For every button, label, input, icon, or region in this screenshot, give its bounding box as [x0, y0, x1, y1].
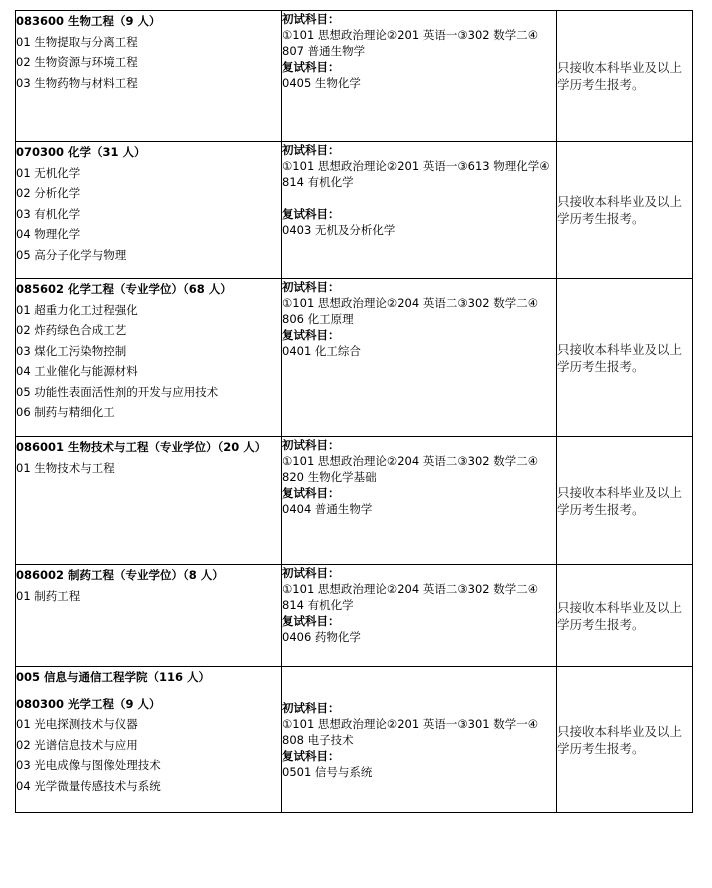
retest-subject: 0406 药物化学: [282, 630, 361, 644]
note-cell: [557, 142, 693, 279]
exam-cell: [282, 279, 557, 437]
direction-item: 02 分析化学: [16, 186, 81, 200]
major-cell: [16, 279, 282, 437]
direction-item: 01 生物技术与工程: [16, 460, 115, 475]
eligibility-note: 只接收本科毕业及以上学历考生报考。: [557, 723, 683, 756]
note-cell: [557, 11, 693, 142]
eligibility-note: 只接收本科毕业及以上学历考生报考。: [557, 194, 683, 226]
exam-subjects: ①101 思想政治理论②201 英语一③613 物理化学④: [282, 159, 550, 173]
direction-item: 04 物理化学: [16, 227, 81, 241]
major-cell: [16, 667, 282, 813]
admissions-table: [15, 10, 693, 813]
retest-label: 复试科目：: [282, 328, 340, 342]
major-code: 085602 化学工程（专业学位）（68 人）: [16, 282, 232, 296]
note-cell: [557, 437, 693, 565]
note-cell: [557, 565, 693, 667]
exam-subjects: ①101 思想政治理论②204 英语二③302 数学二④: [282, 454, 539, 468]
eligibility-note: 只接收本科毕业及以上学历考生报考。: [557, 599, 683, 632]
direction-item: 01 超重力化工过程强化: [16, 302, 138, 317]
note-cell: [557, 667, 693, 813]
exam-cell: [282, 437, 557, 565]
direction-item: 01 生物提取与分离工程: [16, 34, 138, 49]
direction-item: 03 生物药物与材料工程: [16, 75, 138, 90]
exam-label: 初试科目：: [282, 700, 340, 715]
retest-subject: 0405 生物化学: [282, 76, 361, 90]
major-cell: [16, 565, 282, 667]
direction-item: 03 有机化学: [16, 206, 81, 221]
direction-item: 05 功能性表面活性剂的开发与应用技术: [16, 384, 219, 399]
direction-item: 01 无机化学: [16, 165, 81, 180]
exam-label: 初试科目：: [282, 280, 340, 294]
retest-label: 复试科目：: [282, 207, 340, 221]
exam-subjects-cont: 814 有机化学: [282, 598, 354, 612]
table-row: [16, 437, 693, 565]
eligibility-note: 只接收本科毕业及以上学历考生报考。: [557, 341, 683, 374]
major-cell: [16, 437, 282, 565]
exam-cell: [282, 667, 557, 813]
exam-cell: [282, 11, 557, 142]
exam-label: 初试科目：: [282, 438, 340, 452]
direction-item: 02 炸药绿色合成工艺: [16, 323, 127, 337]
retest-label: 复试科目：: [282, 748, 340, 763]
direction-item: 01 光电探测技术与仪器: [16, 717, 138, 731]
retest-label: 复试科目：: [282, 614, 340, 628]
direction-item: 01 制药工程: [16, 588, 81, 603]
table-row: [16, 667, 693, 813]
table-row: [16, 142, 693, 279]
direction-item: 03 煤化工污染物控制: [16, 343, 127, 358]
table-row: [16, 279, 693, 437]
exam-subjects-cont: 807 普通生物学: [282, 44, 366, 58]
direction-item: 04 光学微量传感技术与系统: [16, 778, 161, 793]
direction-item: 05 高分子化学与物理: [16, 247, 127, 262]
exam-subjects: ①101 思想政治理论②204 英语二③302 数学二④: [282, 582, 539, 596]
exam-subjects-cont: 808 电子技术: [282, 732, 354, 747]
exam-subjects: ①101 思想政治理论②201 英语一③302 数学二④: [282, 28, 539, 42]
exam-subjects: ①101 思想政治理论②201 英语一③301 数学一④: [282, 716, 539, 731]
exam-cell: [282, 142, 557, 279]
retest-label: 复试科目：: [282, 486, 340, 500]
school-heading: 005 信息与通信工程学院（116 人）: [16, 670, 211, 684]
exam-subjects-cont: 820 生物化学基础: [282, 470, 377, 484]
exam-label: 初试科目：: [282, 12, 340, 26]
eligibility-note: 只接收本科毕业及以上学历考生报考。: [557, 60, 683, 92]
exam-subjects-cont: 806 化工原理: [282, 312, 354, 326]
retest-subject: 0403 无机及分析化学: [282, 223, 396, 237]
major-cell: [16, 11, 282, 142]
table-row: [16, 11, 693, 142]
major-code: 086001 生物技术与工程（专业学位）（20 人）: [16, 440, 267, 454]
major-code: 070300 化学（31 人）: [16, 145, 146, 159]
exam-cell: [282, 565, 557, 667]
major-cell: [16, 142, 282, 279]
major-code: 083600 生物工程（9 人）: [16, 14, 161, 28]
exam-subjects: ①101 思想政治理论②204 英语二③302 数学二④: [282, 296, 539, 310]
note-cell: [557, 279, 693, 437]
direction-item: 02 生物资源与环境工程: [16, 55, 138, 69]
retest-subject: 0404 普通生物学: [282, 502, 373, 516]
direction-item: 02 光谱信息技术与应用: [16, 737, 138, 752]
eligibility-note: 只接收本科毕业及以上学历考生报考。: [557, 484, 683, 517]
exam-subjects-cont: 814 有机化学: [282, 175, 354, 189]
major-code: 080300 光学工程（9 人）: [16, 696, 161, 711]
retest-subject: 0401 化工综合: [282, 344, 361, 358]
retest-label: 复试科目：: [282, 60, 340, 74]
direction-item: 06 制药与精细化工: [16, 405, 115, 419]
exam-label: 初试科目：: [282, 143, 340, 157]
direction-item: 03 光电成像与图像处理技术: [16, 758, 161, 772]
exam-label: 初试科目：: [282, 566, 340, 580]
major-code: 086002 制药工程（专业学位）（8 人）: [16, 568, 224, 582]
retest-subject: 0501 信号与系统: [282, 764, 373, 779]
table-row: [16, 565, 693, 667]
direction-item: 04 工业催化与能源材料: [16, 364, 138, 378]
